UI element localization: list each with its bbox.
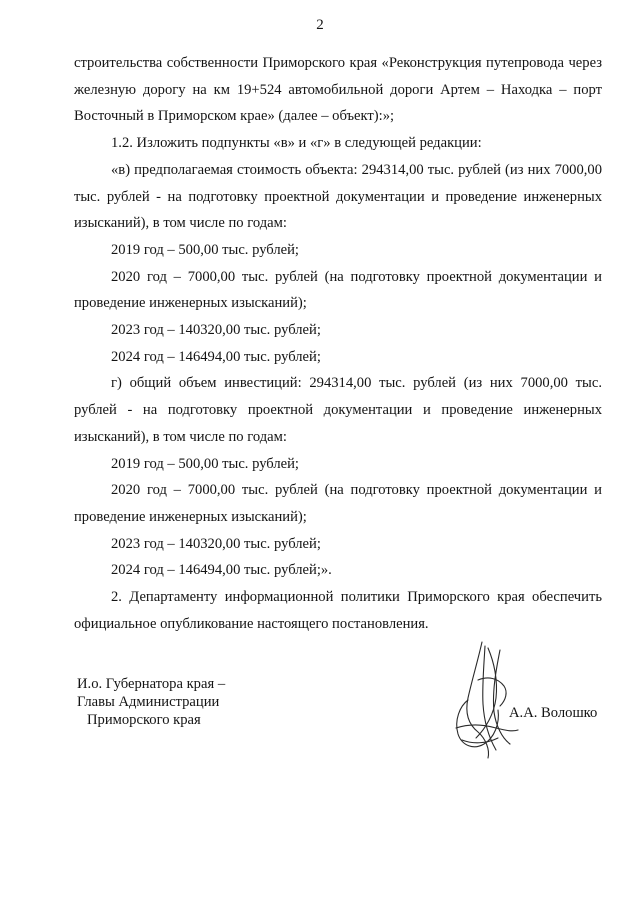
paragraph: 2019 год – 500,00 тыс. рублей; (111, 455, 299, 472)
paragraph: 1.2. Изложить подпункты «в» и «г» в следующей редакции: (111, 135, 482, 152)
paragraph: 2024 год – 146494,00 тыс. рублей;». (111, 562, 332, 579)
handwritten-signature (438, 640, 528, 760)
paragraph: 2023 год – 140320,00 тыс. рублей; (111, 535, 321, 552)
signatory-title-line: И.о. Губернатора края – (77, 676, 226, 692)
paragraph: 2020 год – 7000,00 тыс. рублей (на подготовку проектной документации и проведение инженерных изысканий); (74, 482, 602, 525)
paragraph: 2023 год – 140320,00 тыс. рублей; (111, 322, 321, 339)
paragraph: г) общий объем инвестиций: 294314,00 тыс. рублей (из них 7000,00 тыс. рублей - на подготовку проектной документации и проведение инженерных изысканий), в том числе по годам: (74, 375, 602, 445)
signer-name: А.А. Волошко (509, 705, 598, 721)
paragraph: 2. Департаменту информационной политики Приморского края обеспечить официальное опубликование настоящего постановления. (74, 589, 602, 632)
paragraph: 2024 год – 146494,00 тыс. рублей; (111, 348, 321, 365)
page-number: 2 (316, 17, 324, 33)
signatory-title-line: Приморского края (87, 712, 201, 728)
paragraph: 2019 год – 500,00 тыс. рублей; (111, 241, 299, 258)
paragraph: строительства собственности Приморского края «Реконструкция путепровода через железную дорогу на км 19+524 автомобильной дороги Артем – Находка – порт Восточный в Приморском крае» (далее – объект):»; (74, 55, 602, 125)
body-text (74, 50, 602, 637)
signatory-title-line: Главы Администрации (77, 694, 220, 710)
paragraph: 2020 год – 7000,00 тыс. рублей (на подготовку проектной документации и проведение инженерных изысканий); (74, 268, 602, 312)
signatory-title (77, 675, 225, 729)
paragraph: «в) предполагаемая стоимость объекта: 294314,00 тыс. рублей (из них 7000,00 тыс. рублей - на подготовку проектной документации и проведение инженерных изысканий), в том числе по годам: (74, 161, 602, 232)
